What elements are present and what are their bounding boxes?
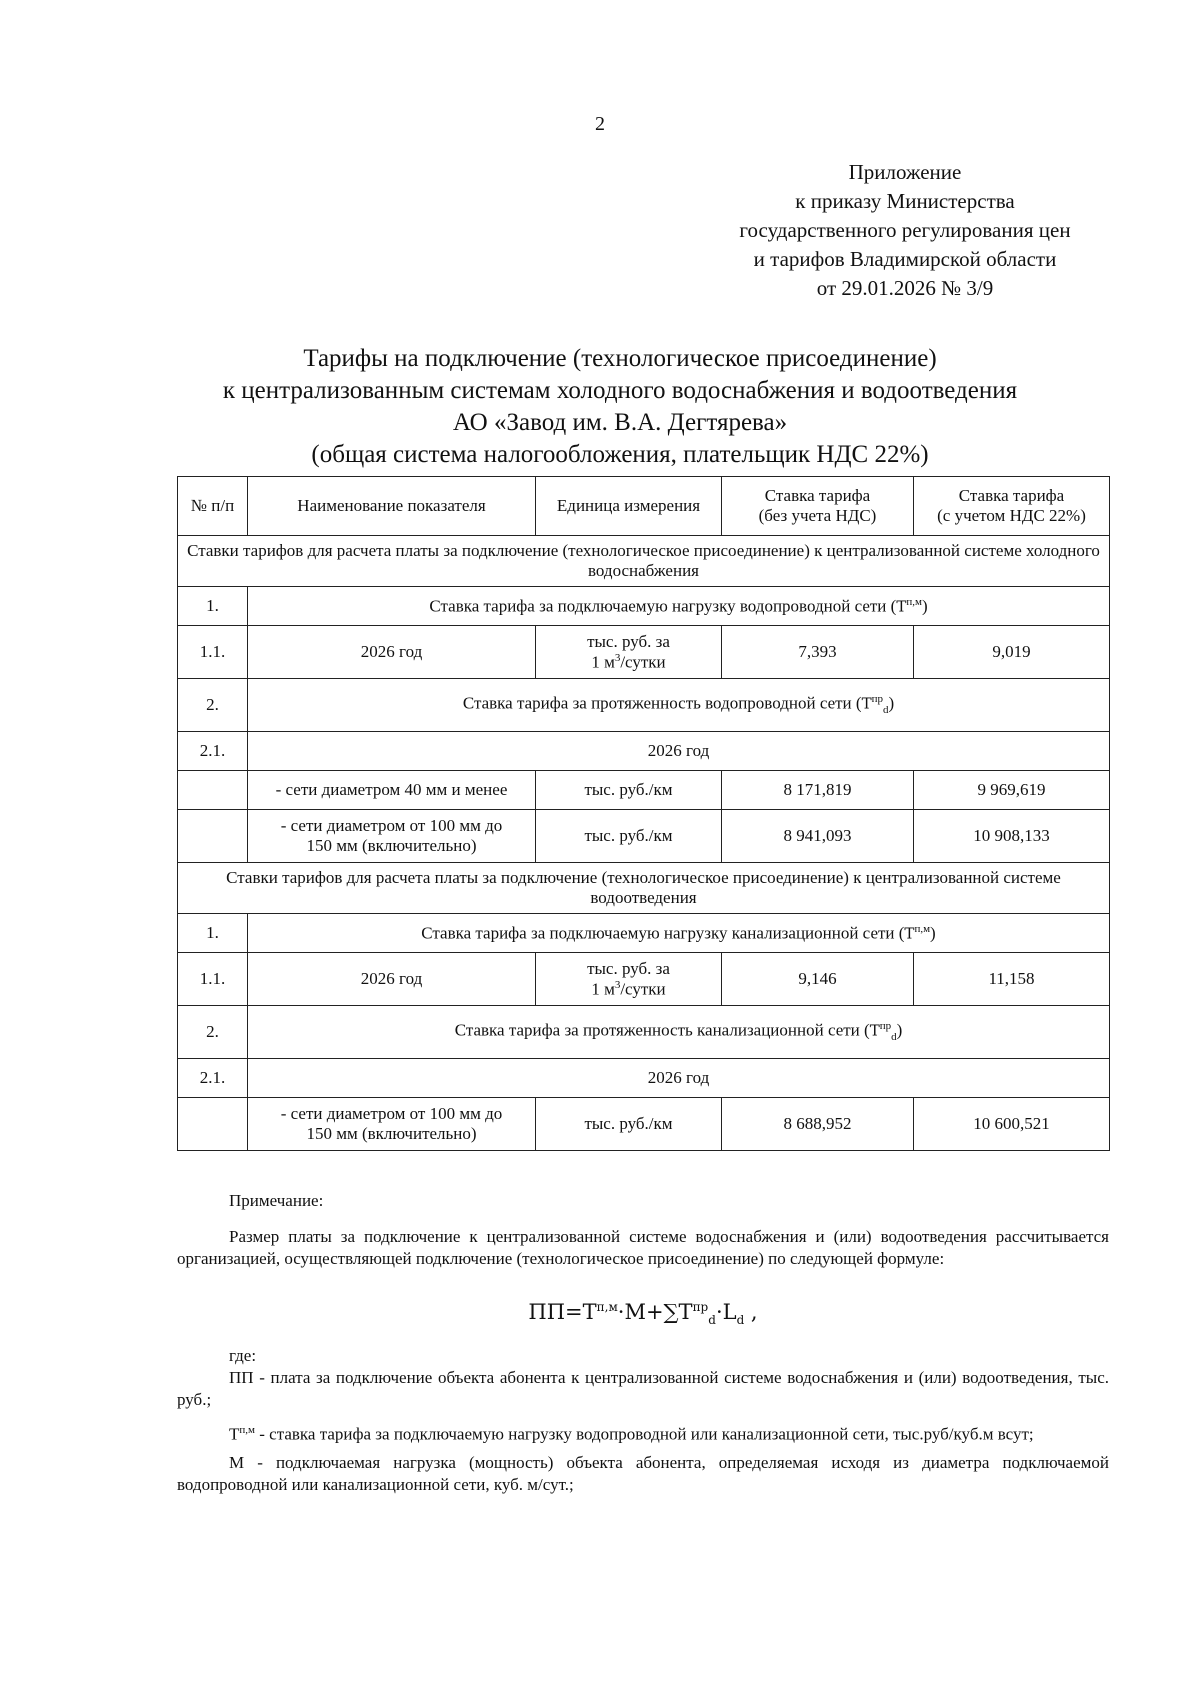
- symbol: T: [869, 1022, 880, 1041]
- formula-part: ·М+∑Т: [617, 1300, 693, 1324]
- table-row: [178, 1006, 1110, 1059]
- formula-sup: п,м: [596, 1300, 618, 1314]
- row-unit: тыс. руб. за 1 $м^3$/сутки: [536, 953, 722, 1006]
- table-row: [178, 771, 1110, 810]
- notes-m-definition: М - подключаемая нагрузка (мощность) объекта абонента, определяемая исходя из диаметра подключаемой водопроводной или канализационной сети, куб. м/сут.;: [177, 1452, 1109, 1494]
- rate-length-sewer: [248, 1006, 1110, 1059]
- notes-where: где:: [229, 1346, 257, 1366]
- row-num: 2.: [178, 679, 248, 732]
- rate-vat: 9 969,619: [914, 771, 1110, 810]
- formula-part: ПП=Т: [528, 1300, 597, 1324]
- section-title-sewer: Ставки тарифов для расчета платы за подключение (технологическое присоединение) к централизованной системе водоотведения: [178, 863, 1110, 914]
- symbol: Т: [229, 1424, 240, 1444]
- symbol-sup: п,м: [914, 922, 931, 935]
- row-num: 1.1.: [178, 626, 248, 679]
- section-title-water: Ставки тарифов для расчета платы за подключение (технологическое присоединение) к централизованной системе холодного водоснабжения: [178, 536, 1110, 587]
- row-num: 2.1.: [178, 1059, 248, 1098]
- rate-no-vat: 8 941,093: [722, 810, 914, 863]
- page-number: 2: [595, 113, 605, 135]
- symbol-sup: пр: [871, 693, 883, 706]
- header-text: (без учета НДС): [758, 506, 877, 525]
- row-text: ): [888, 694, 895, 714]
- row-text: ): [930, 923, 936, 943]
- formula-part: ,: [744, 1300, 758, 1324]
- row-num: [178, 810, 248, 863]
- table-row: [178, 914, 1110, 953]
- table-row: [178, 587, 1110, 626]
- header-num: № п/п: [178, 477, 248, 536]
- section-row: [178, 863, 1110, 914]
- unit-text: /сутки: [620, 652, 666, 672]
- symbol-sup: п,м: [906, 595, 922, 608]
- symbol-sub: d: [882, 704, 889, 717]
- table-row: [178, 679, 1110, 732]
- header-text: (с учетом НДС 22%): [937, 506, 1086, 525]
- formula-sub: d: [708, 1313, 716, 1328]
- name-text: - сети диаметром от 100 мм до: [280, 816, 503, 835]
- row-unit: тыс. руб./км: [536, 810, 722, 863]
- row-num: 1.1.: [178, 953, 248, 1006]
- notes-pp-definition: ПП - плата за подключение объекта абонента к централизованной системе водоснабжения и (или) водоотведения, тыс. руб.;: [177, 1368, 1109, 1410]
- row-text: ): [921, 596, 928, 616]
- notes-t-definition: [177, 1419, 1109, 1446]
- header-rate-vat: [914, 477, 1110, 536]
- rate-no-vat: 8 688,952: [722, 1098, 914, 1151]
- appendix-line: и тарифов Владимирской области: [753, 247, 1057, 271]
- title-line: (общая система налогообложения, плательщик НДС 22%): [311, 441, 929, 468]
- table-row: [178, 626, 1110, 679]
- symbol: T: [861, 695, 872, 714]
- appendix-line: Приложение: [848, 160, 962, 184]
- year-label: 2026 год: [248, 732, 1110, 771]
- appendix-block: [700, 158, 1110, 303]
- document-title: [150, 343, 1090, 471]
- rate-length-water: [248, 679, 1110, 732]
- rate-load-sewer: [248, 914, 1110, 953]
- name-text: 150 мм (включительно): [306, 836, 477, 855]
- name-text: 150 мм (включительно): [306, 1124, 477, 1143]
- title-line: АО «Завод им. В.А. Дегтярева»: [452, 409, 788, 436]
- table-header-row: [178, 477, 1110, 536]
- rate-no-vat: 8 171,819: [722, 771, 914, 810]
- formula-sup: пр: [692, 1300, 709, 1314]
- row-num: [178, 771, 248, 810]
- row-name: 2026 год: [248, 626, 536, 679]
- header-rate-no-vat: [722, 477, 914, 536]
- rate-vat: 11,158: [914, 953, 1110, 1006]
- title-line: к централизованным системам холодного водоснабжения и водоотведения: [222, 377, 1018, 404]
- row-name: [248, 1098, 536, 1151]
- unit-text: /сутки: [620, 979, 666, 999]
- notes-section: [177, 1190, 1109, 1496]
- formula-part: ·L: [715, 1300, 737, 1324]
- row-name: 2026 год: [248, 953, 536, 1006]
- symbol: Т: [896, 597, 907, 616]
- row-num: 1.: [178, 587, 248, 626]
- header-name: Наименование показателя: [248, 477, 536, 536]
- row-text: Ставка тарифа за протяженность водопроводной сети (: [462, 694, 862, 714]
- row-text: Ставка тарифа за подключаемую нагрузку водопроводной сети (: [429, 596, 897, 616]
- table-row: [178, 1098, 1110, 1151]
- year-label: 2026 год: [248, 1059, 1110, 1098]
- rate-no-vat: 9,146: [722, 953, 914, 1006]
- appendix-line: к приказу Министерства: [795, 189, 1015, 213]
- unit-text: тыс. руб. за: [587, 631, 670, 651]
- symbol-sup: пр: [879, 1020, 892, 1033]
- symbol-sup: п,м: [239, 1424, 255, 1437]
- rate-vat: 9,019: [914, 626, 1110, 679]
- rate-load-water: [248, 587, 1110, 626]
- row-text: Ставка тарифа за подключаемую нагрузку канализационной сети (: [421, 923, 905, 943]
- row-text: Ставка тарифа за протяженность канализационной сети (: [454, 1021, 870, 1041]
- formula-sub: d: [736, 1313, 745, 1328]
- row-unit: тыс. руб. за 1 $м^3$/сутки: [536, 626, 722, 679]
- definition-text: - ставка тарифа за подключаемую нагрузку водопроводной или канализационной сети, тыс.руб/куб.м всут;: [255, 1424, 1034, 1444]
- row-num: 2.: [178, 1006, 248, 1059]
- header-text: Ставка тарифа: [958, 486, 1065, 505]
- unit-text: тыс. руб. за: [587, 958, 670, 978]
- unit-text: 1 м: [591, 979, 615, 999]
- unit-text: 1 м: [591, 652, 615, 672]
- payment-formula: [177, 1296, 1109, 1331]
- table-row: [178, 810, 1110, 863]
- symbol: Т: [904, 924, 915, 943]
- rate-vat: 10 908,133: [914, 810, 1110, 863]
- section-row: [178, 536, 1110, 587]
- rate-no-vat: 7,393: [722, 626, 914, 679]
- appendix-date: от 29.01.2026 № 3/9: [816, 276, 994, 300]
- table-row: [178, 732, 1110, 771]
- notes-intro: Размер платы за подключение к централизованной системе водоснабжения и (или) водоотведения рассчитывается организацией, осуществляющей подключение (технологическое присоединение) по следующей формуле:: [177, 1227, 1109, 1268]
- row-num: [178, 1098, 248, 1151]
- rate-vat: 10 600,521: [914, 1098, 1110, 1151]
- notes-heading: Примечание:: [229, 1191, 324, 1210]
- row-num: 2.1.: [178, 732, 248, 771]
- title-line: Тарифы на подключение (технологическое присоединение): [303, 345, 937, 372]
- row-text: ): [896, 1021, 903, 1041]
- appendix-line: государственного регулирования цен: [739, 218, 1071, 242]
- tariffs-table: [177, 476, 1110, 1151]
- header-unit: Единица измерения: [536, 477, 722, 536]
- name-text: - сети диаметром от 100 мм до: [280, 1104, 503, 1123]
- table-row: [178, 953, 1110, 1006]
- row-unit: тыс. руб./км: [536, 1098, 722, 1151]
- header-text: Ставка тарифа: [764, 486, 871, 505]
- row-num: 1.: [178, 914, 248, 953]
- row-name: - сети диаметром 40 мм и менее: [248, 771, 536, 810]
- row-unit: тыс. руб./км: [536, 771, 722, 810]
- symbol-sub: d: [891, 1031, 897, 1044]
- table-row: [178, 1059, 1110, 1098]
- row-name: [248, 810, 536, 863]
